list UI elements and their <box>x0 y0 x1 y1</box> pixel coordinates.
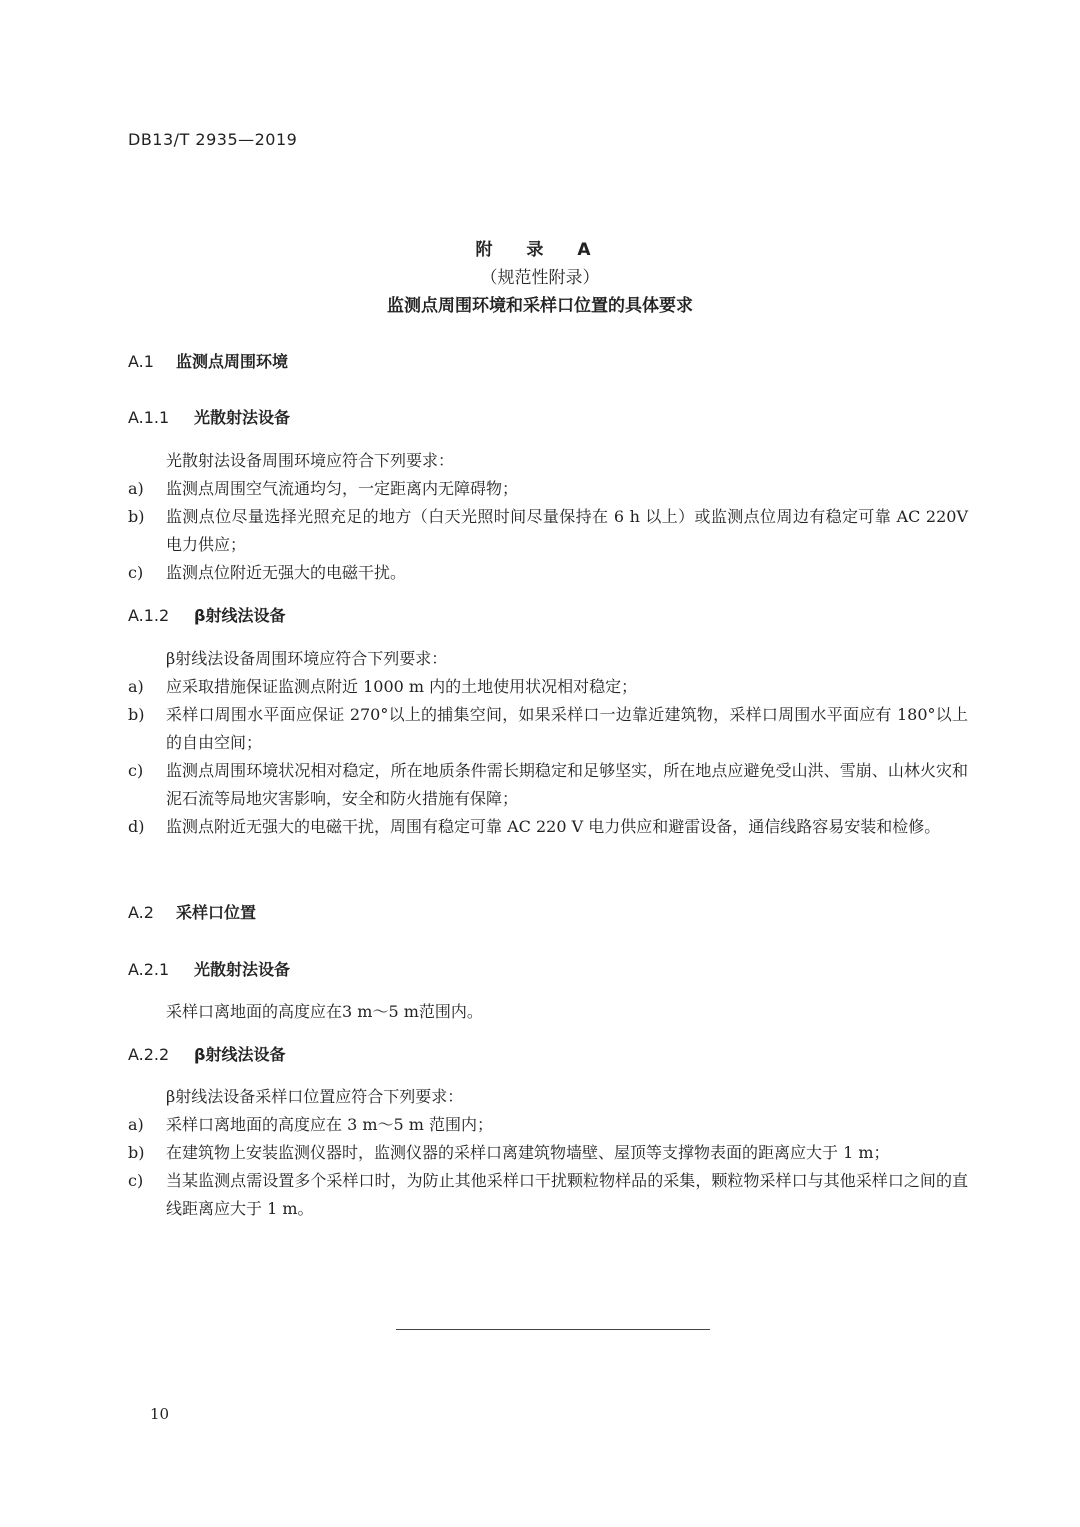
section-intro: β射线法设备周围环境应符合下列要求： <box>166 649 448 668</box>
list-item <box>128 1139 968 1167</box>
section-body-a11 <box>128 447 968 587</box>
section-intro: 光散射法设备周围环境应符合下列要求： <box>166 451 455 470</box>
list-item <box>128 503 968 559</box>
section-body-a21 <box>128 998 968 1026</box>
section-heading-a11 <box>128 406 290 430</box>
section-number: A.2 <box>128 903 154 922</box>
section-body-a12 <box>128 645 968 841</box>
list-text: 监测点位尽量选择光照充足的地方（白天光照时间尽量保持在 6 h 以上）或监测点位周边有稳定可靠 AC 220V 电力供应； <box>166 507 968 554</box>
list-marker: b) <box>128 705 145 724</box>
list-marker: c) <box>128 1171 144 1190</box>
section-number: A.1.1 <box>128 408 170 427</box>
section-intro: β射线法设备采样口位置应符合下列要求： <box>166 1087 464 1106</box>
list-item <box>128 475 968 503</box>
standard-code: DB13/T 2935—2019 <box>128 130 298 149</box>
list-text: 当某监测点需设置多个采样口时，为防止其他采样口干扰颗粒物样品的采集，颗粒物采样口与其他采样口之间的直线距离应大于 1 m。 <box>166 1171 968 1218</box>
appendix-label: 附 录 A <box>475 240 605 260</box>
section-heading-a1 <box>128 350 288 374</box>
list-text: 采样口离地面的高度应在 3 m～5 m 范围内； <box>166 1115 494 1134</box>
appendix-heading: 监测点周围环境和采样口位置的具体要求 <box>387 296 693 316</box>
list-marker: d) <box>128 817 145 836</box>
section-heading-a2 <box>128 901 256 925</box>
list-item <box>128 813 968 841</box>
page-number: 10 <box>150 1405 170 1423</box>
list-text: 应采取措施保证监测点附近 1000 m 内的土地使用状况相对稳定； <box>166 677 638 696</box>
list-marker: c) <box>128 563 144 582</box>
section-title: 光散射法设备 <box>194 408 291 427</box>
list-marker: a) <box>128 1115 144 1134</box>
list-marker: a) <box>128 677 144 696</box>
section-number: A.1 <box>128 352 154 371</box>
list-marker: c) <box>128 761 144 780</box>
list-text: 在建筑物上安装监测仪器时，监测仪器的采样口离建筑物墙壁、屋顶等支撑物表面的距离应大于 1 m； <box>166 1143 890 1162</box>
list-item <box>128 1167 968 1223</box>
list-text: 监测点周围空气流通均匀，一定距离内无障碍物； <box>166 479 519 498</box>
list-item <box>128 1111 968 1139</box>
section-number: A.1.2 <box>128 606 170 625</box>
section-title: 光散射法设备 <box>194 960 291 979</box>
end-rule <box>396 1329 710 1330</box>
section-title: β射线法设备 <box>194 1045 286 1064</box>
section-heading-a22 <box>128 1043 285 1067</box>
list-item <box>128 559 968 587</box>
list-item <box>128 673 968 701</box>
section-title: β射线法设备 <box>194 606 286 625</box>
section-heading-a21 <box>128 958 290 982</box>
list-text: 监测点位附近无强大的电磁干扰。 <box>166 563 407 582</box>
list-item <box>128 701 968 757</box>
section-heading-a12 <box>128 604 285 628</box>
appendix-title-block <box>0 236 1080 320</box>
section-title: 采样口位置 <box>176 903 257 922</box>
appendix-type: （规范性附录） <box>480 268 600 288</box>
list-text: 采样口周围水平面应保证 270°以上的捕集空间，如果采样口一边靠近建筑物，采样口周围水平面应有 180°以上的自由空间； <box>166 705 968 752</box>
list-text: 监测点周围环境状况相对稳定，所在地质条件需长期稳定和足够坚实，所在地点应避免受山洪、雪崩、山林火灾和泥石流等局地灾害影响，安全和防火措施有保障； <box>166 761 968 808</box>
list-item <box>128 757 968 813</box>
list-marker: a) <box>128 479 144 498</box>
section-number: A.2.1 <box>128 960 170 979</box>
section-body-a22 <box>128 1083 968 1223</box>
section-title: 监测点周围环境 <box>176 352 289 371</box>
list-marker: b) <box>128 507 145 526</box>
section-number: A.2.2 <box>128 1045 170 1064</box>
list-text: 监测点附近无强大的电磁干扰，周围有稳定可靠 AC 220 V 电力供应和避雷设备，通信线路容易安装和检修。 <box>166 817 941 836</box>
section-intro: 采样口离地面的高度应在3 m～5 m范围内。 <box>166 1002 483 1021</box>
list-marker: b) <box>128 1143 145 1162</box>
